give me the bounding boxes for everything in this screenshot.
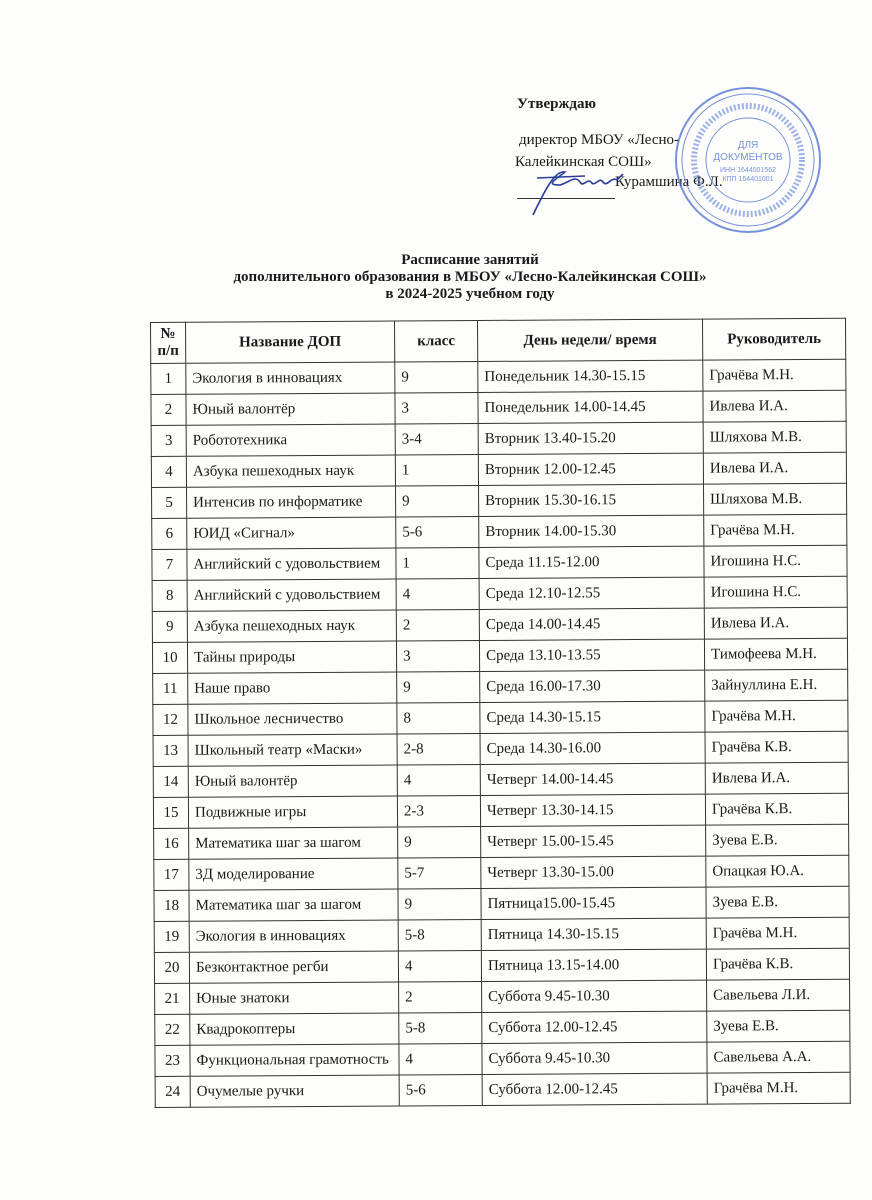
header-grade: класс [394, 320, 477, 362]
row-number: 12 [153, 704, 188, 735]
program-name: Функциональная грамотность [190, 1044, 399, 1076]
teacher: Опацкая Ю.А. [706, 855, 849, 887]
day-time: Вторник 12.00-12.45 [478, 453, 703, 485]
row-number: 21 [155, 983, 190, 1014]
row-number: 20 [154, 952, 189, 983]
grade: 3 [395, 392, 478, 424]
table-row [154, 824, 849, 859]
grade: 5-6 [396, 516, 479, 548]
day-time: Вторник 15.30-16.15 [479, 484, 704, 516]
approval-block [515, 93, 723, 190]
grade: 9 [398, 888, 481, 920]
teacher: Игошина Н.С. [704, 576, 847, 608]
day-time: Суббота 12.00-12.45 [482, 1073, 707, 1105]
title-line: дополнительного образования в МБОУ «Лесно-Калейкинская СОШ» [233, 269, 707, 285]
table-row [152, 483, 847, 518]
teacher: Зуева Е.В. [706, 824, 849, 856]
teacher: Грачёва М.Н. [704, 514, 847, 546]
teacher: Грачёва К.В. [705, 731, 848, 763]
grade: 4 [396, 578, 479, 610]
day-time: Вторник 14.00-15.30 [479, 515, 704, 547]
program-name: Математика шаг за шагом [189, 889, 398, 921]
document-title [140, 252, 800, 303]
teacher: Савельева Л.И. [707, 979, 850, 1011]
row-number: 19 [154, 921, 189, 952]
day-time: Пятница 13.15-14.00 [481, 949, 706, 981]
table-row [152, 514, 847, 549]
day-time: Понедельник 14.00-14.45 [478, 391, 703, 423]
row-number: 4 [151, 456, 186, 487]
grade: 5-8 [399, 1012, 482, 1044]
row-number: 17 [154, 859, 189, 890]
grade: 8 [397, 702, 480, 734]
table-row [155, 979, 850, 1014]
program-name: Юный валонтёр [186, 393, 395, 425]
grade: 9 [397, 671, 480, 703]
table-row [153, 762, 848, 797]
table-row [153, 793, 848, 828]
program-name: ЮИД «Сигнал» [187, 517, 396, 549]
day-time: Четверг 15.00-15.45 [481, 825, 706, 857]
table-row [154, 917, 849, 952]
row-number: 14 [153, 766, 188, 797]
teacher: Грачёва М.Н. [707, 1072, 850, 1104]
program-name: Робототехника [186, 424, 395, 456]
teacher: Ивлева И.А. [703, 452, 846, 484]
teacher: Зайнуллина Е.Н. [705, 669, 848, 701]
table-row [152, 576, 847, 611]
table-row [152, 607, 847, 642]
grade: 2-8 [397, 733, 480, 765]
teacher: Игошина Н.С. [704, 545, 847, 577]
program-name: Школьное лесничество [188, 703, 397, 735]
grade: 2-3 [397, 795, 480, 827]
table-row [151, 452, 846, 487]
row-number: 18 [154, 890, 189, 921]
program-name: Тайны природы [187, 641, 396, 673]
table-row [151, 359, 846, 394]
teacher: Грачёва М.Н. [705, 700, 848, 732]
day-time: Вторник 13.40-15.20 [478, 422, 703, 454]
row-number: 3 [151, 425, 186, 456]
day-time: Пятница15.00-15.45 [481, 887, 706, 919]
program-name: Наше право [188, 672, 397, 704]
program-name: Юные знатоки [190, 982, 399, 1014]
schedule-table [150, 318, 851, 1108]
stamp-text: ИНН 1644001562 [719, 167, 777, 174]
teacher: Ивлева И.А. [704, 607, 847, 639]
program-name: Юный валонтёр [188, 765, 397, 797]
grade: 4 [397, 764, 480, 796]
grade: 3 [396, 640, 479, 672]
teacher: Грачёва К.В. [706, 948, 849, 980]
teacher: Ивлева И.А. [703, 390, 846, 422]
program-name: 3Д моделирование [189, 858, 398, 890]
program-name: Квадрокоптеры [190, 1013, 399, 1045]
day-time: Суббота 9.45-10.30 [482, 1042, 707, 1074]
grade: 4 [399, 1043, 482, 1075]
approval-heading: Утверждаю [517, 96, 596, 112]
row-number: 23 [155, 1045, 190, 1076]
grade: 4 [398, 950, 481, 982]
teacher: Тимофеева М.Н. [704, 638, 847, 670]
grade: 9 [395, 361, 478, 393]
table-row [155, 1041, 850, 1076]
row-number: 5 [152, 487, 187, 518]
approval-position: директор МБОУ «Лесно- [519, 132, 680, 148]
stamp-text: ДЛЯ [737, 140, 759, 151]
title-line: в 2024-2025 учебном году [385, 286, 555, 302]
day-time: Среда 16.00-17.30 [480, 670, 705, 702]
header-program: Название ДОП [186, 321, 395, 363]
grade: 2 [399, 981, 482, 1013]
program-name: Школьный театр «Маски» [188, 734, 397, 766]
table-row [154, 886, 849, 921]
day-time: Пятница 14.30-15.15 [481, 918, 706, 950]
day-time: Суббота 12.00-12.45 [482, 1011, 707, 1043]
grade: 1 [395, 454, 478, 486]
teacher: Зуева Е.В. [706, 886, 849, 918]
table-row [155, 1010, 850, 1045]
program-name: Английский с удовольствием [187, 548, 396, 580]
row-number: 6 [152, 518, 187, 549]
day-time: Четверг 13.30-14.15 [480, 794, 705, 826]
row-number: 11 [153, 673, 188, 704]
row-number: 10 [152, 642, 187, 673]
row-number: 2 [151, 394, 186, 425]
program-name: Математика шаг за шагом [189, 827, 398, 859]
day-time: Понедельник 14.30-15.15 [478, 360, 703, 392]
program-name: Азбука пешеходных наук [187, 610, 396, 642]
table-row [154, 948, 849, 983]
day-time: Среда 14.30-16.00 [480, 732, 705, 764]
header-number: № п/п [151, 322, 186, 363]
table-header-row [151, 318, 846, 363]
teacher: Шляхова М.В. [704, 483, 847, 515]
table-row [155, 1072, 850, 1107]
row-number: 7 [152, 549, 187, 580]
table-row [151, 390, 846, 425]
table-row [153, 669, 848, 704]
program-name: Интенсив по информатике [187, 486, 396, 518]
teacher: Грачёва М.Н. [706, 917, 849, 949]
stamp-text: КПП 164401001 [722, 176, 774, 183]
grade: 1 [396, 547, 479, 579]
stamp-text: ДОКУМЕНТОВ [713, 152, 783, 163]
row-number: 24 [155, 1076, 190, 1107]
table-row [154, 855, 849, 890]
approval-school: Калейкинская СОШ» [515, 154, 652, 170]
approval-signer: Курамшина Ф.Л. [615, 174, 723, 190]
signature [525, 160, 635, 220]
teacher: Савельева А.А. [707, 1041, 850, 1073]
table-row [153, 700, 848, 735]
program-name: Азбука пешеходных наук [186, 455, 395, 487]
row-number: 16 [154, 828, 189, 859]
header-schedule: День недели/ время [477, 319, 702, 361]
official-stamp [674, 86, 822, 234]
day-time: Четверг 14.00-14.45 [480, 763, 705, 795]
teacher: Грачёва М.Н. [703, 359, 846, 391]
day-time: Среда 11.15-12.00 [479, 546, 704, 578]
grade: 9 [398, 826, 481, 858]
program-name: Экология в инновациях [189, 920, 398, 952]
teacher: Шляхова М.В. [703, 421, 846, 453]
row-number: 13 [153, 735, 188, 766]
grade: 9 [396, 485, 479, 517]
teacher: Грачёва К.В. [705, 793, 848, 825]
day-time: Четверг 13.30-15.00 [481, 856, 706, 888]
teacher: Ивлева И.А. [705, 762, 848, 794]
day-time: Среда 12.10-12.55 [479, 577, 704, 609]
teacher: Зуева Е.В. [707, 1010, 850, 1042]
day-time: Среда 13.10-13.55 [479, 639, 704, 671]
table-row [152, 545, 847, 580]
table-row [153, 731, 848, 766]
header-teacher: Руководитель [702, 318, 845, 360]
day-time: Суббота 9.45-10.30 [482, 980, 707, 1012]
day-time: Среда 14.30-15.15 [480, 701, 705, 733]
row-number: 8 [152, 580, 187, 611]
grade: 5-7 [398, 857, 481, 889]
day-time: Среда 14.00-14.45 [479, 608, 704, 640]
grade: 5-6 [399, 1074, 482, 1106]
program-name: Очумелые ручки [190, 1075, 399, 1107]
grade: 2 [396, 609, 479, 641]
grade: 5-8 [398, 919, 481, 951]
row-number: 9 [152, 611, 187, 642]
row-number: 1 [151, 363, 186, 394]
program-name: Английский с удовольствием [187, 579, 396, 611]
program-name: Экология в инновациях [186, 362, 395, 394]
table-row [151, 421, 846, 456]
row-number: 15 [153, 797, 188, 828]
program-name: Безконтактное регби [189, 951, 398, 983]
row-number: 22 [155, 1014, 190, 1045]
program-name: Подвижные игры [188, 796, 397, 828]
table-row [152, 638, 847, 673]
grade: 3-4 [395, 423, 478, 455]
title-line: Расписание занятий [401, 252, 539, 268]
